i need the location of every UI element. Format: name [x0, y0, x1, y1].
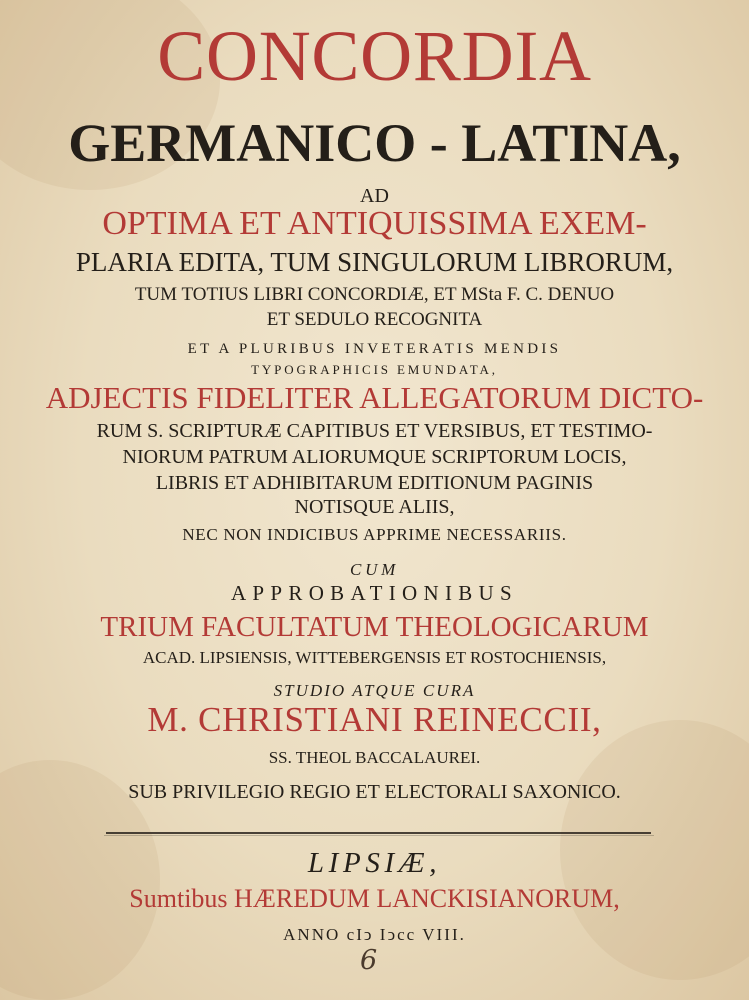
line-scripturae: RUM S. SCRIPTURÆ CAPITIBUS ET VERSIBUS, ET TESTIMO-	[96, 420, 653, 442]
line-trium-facultatum: TRIUM FACULTATUM THEOLOGICARUM	[100, 611, 649, 643]
line-niorum: NIORUM PATRUM ALIORUMQUE SCRIPTORUM LOCIS,	[122, 446, 627, 468]
imprint-publisher: Sumtibus HÆREDUM LANCKISIANORUM,	[129, 884, 620, 913]
line-adjectis: ADJECTIS FIDELITER ALLEGATORUM DICTO-	[45, 380, 704, 415]
line-approbationibus: APPROBATIONIBUS	[230, 581, 519, 605]
handwritten-mark: 6	[360, 945, 378, 976]
line-optima: OPTIMA ET ANTIQUISSIMA EXEM-	[102, 205, 647, 242]
line-notisque: NOTISQUE ALIIS,	[294, 496, 455, 518]
divider-rule-shadow	[104, 835, 654, 836]
imprint-year: ANNO cIↄ Iↄcc VIII.	[283, 925, 466, 944]
imprint-city: LIPSIÆ,	[307, 847, 442, 879]
line-totius: TUM TOTIUS LIBRI CONCORDIÆ, ET MSta F. C. DENUO	[134, 284, 615, 305]
line-typographicis: TYPOGRAPHICIS EMUNDATA,	[251, 362, 498, 377]
line-libris: LIBRIS ET ADHIBITARUM EDITIONUM PAGINIS	[155, 472, 594, 494]
line-plaria: PLARIA EDITA, TUM SINGULORUM LIBRORUM,	[75, 247, 674, 277]
line-sedulo: ET SEDULO RECOGNITA	[266, 309, 483, 330]
line-privilegio: SUB PRIVILEGIO REGIO ET ELECTORALI SAXONICO.	[128, 781, 621, 803]
line-baccalaurei: SS. THEOL BACCALAUREI.	[268, 748, 481, 767]
line-indicibus: NEC NON INDICIBUS APPRIME NECESSARIIS.	[182, 525, 567, 544]
line-pluribus: ET A PLURIBUS INVETERATIS MENDIS	[187, 341, 562, 357]
line-studio-atque-cura: STUDIO ATQUE CURA	[273, 681, 476, 700]
divider-rule	[106, 832, 651, 834]
title-concordia: CONCORDIA	[157, 16, 592, 96]
line-ad: AD	[360, 185, 389, 207]
line-author-name: M. CHRISTIANI REINECCII,	[147, 700, 602, 739]
line-academies: ACAD. LIPSIENSIS, WITTEBERGENSIS ET ROSTOCHIENSIS,	[142, 648, 607, 667]
line-cum: CUM	[350, 560, 399, 579]
title-germanico-latina: GERMANICO - LATINA,	[68, 113, 681, 173]
